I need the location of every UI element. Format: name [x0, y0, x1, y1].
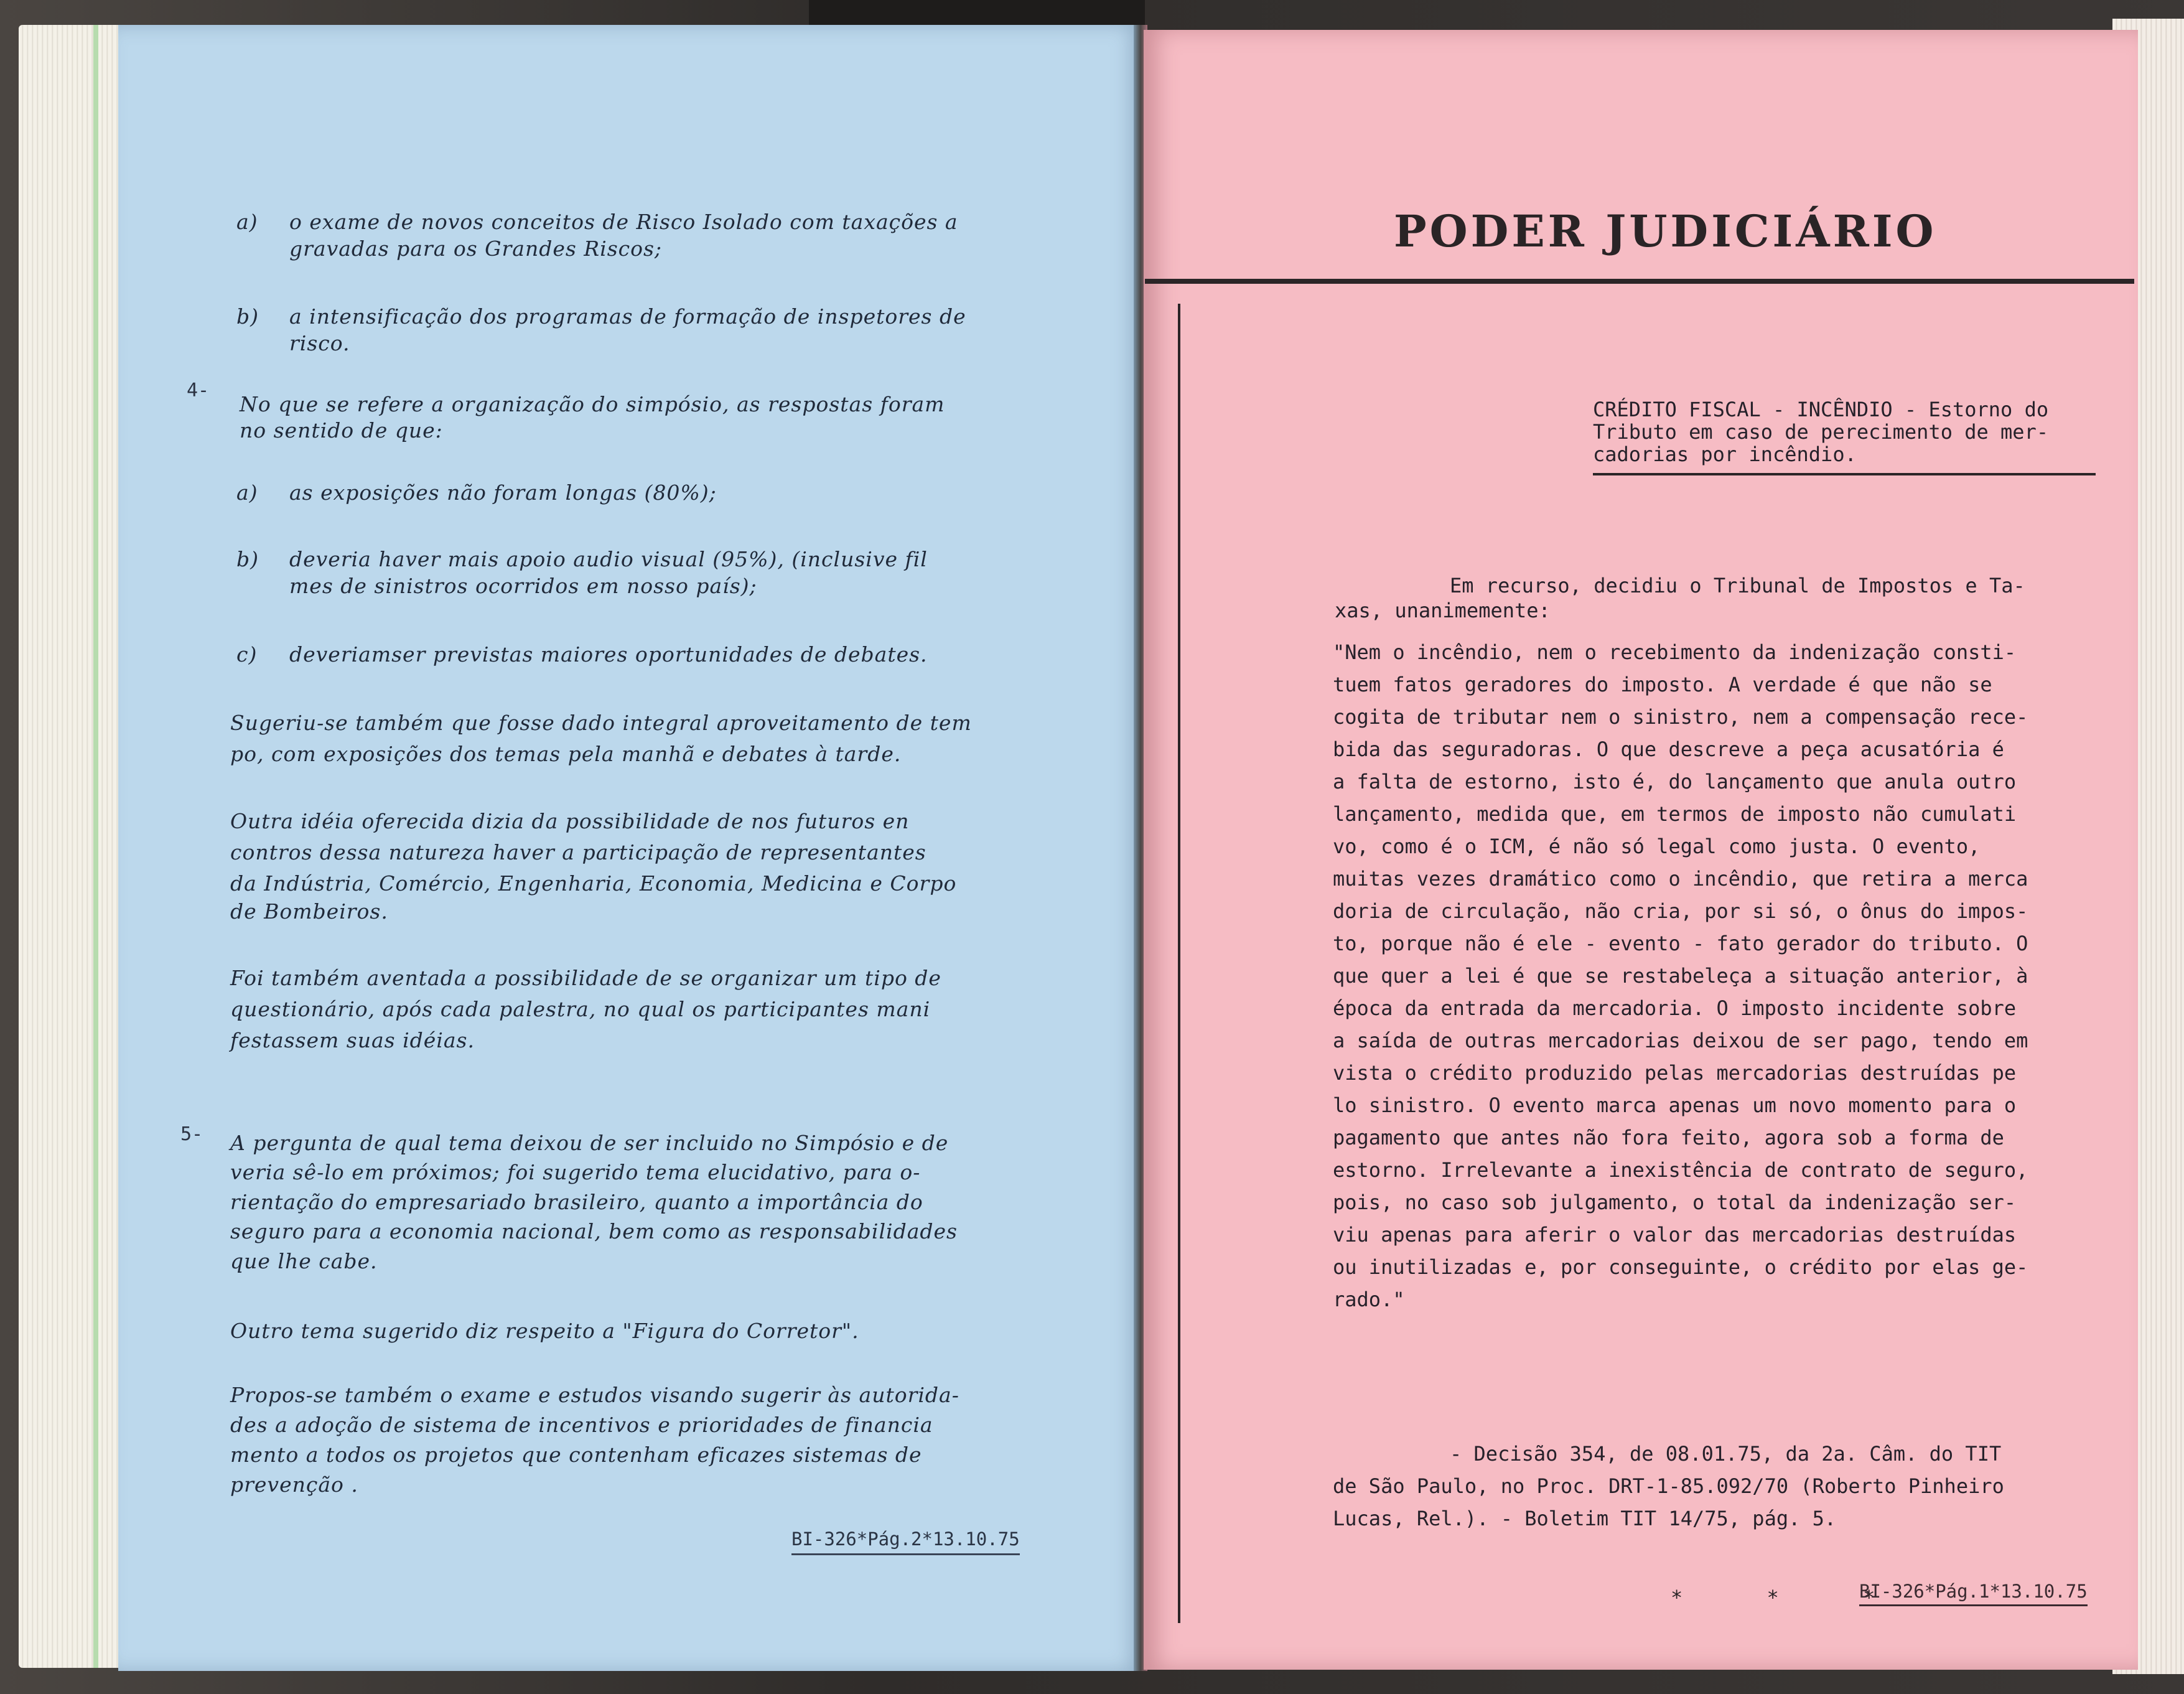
- quote-line: cogita de tributar nem o sinistro, nem a compensação rece-: [1333, 705, 2028, 729]
- text-line: as exposições não foram longas (80%);: [289, 480, 717, 505]
- text-line: gravadas para os Grandes Riscos;: [289, 236, 663, 261]
- quote-line: lo sinistro. O evento marca apenas um novo momento para o: [1333, 1093, 2017, 1117]
- article-heading: [1593, 398, 2048, 466]
- text-line: a intensificação dos programas de formação de inspetores de: [289, 304, 966, 329]
- item-marker: a): [236, 480, 258, 505]
- citation-line: de São Paulo, no Proc. DRT-1-85.092/70 (Roberto Pinheiro: [1333, 1474, 2004, 1498]
- item-marker: a): [236, 210, 258, 234]
- quote-line: vo, como é o ICM, é não só legal como justa. O evento,: [1333, 835, 1981, 858]
- quote-line: época da entrada da mercadoria. O imposto incidente sobre: [1333, 996, 2017, 1020]
- masthead-title: PODER JUDICIÁRIO: [1394, 205, 1937, 257]
- left-green-page-edge: [93, 25, 98, 1668]
- heading-line: Tributo em caso de perecimento de mer-: [1593, 420, 2049, 444]
- text-line: que lhe cabe.: [230, 1249, 378, 1273]
- text-line: no sentido de que:: [240, 418, 443, 442]
- item-marker: b): [236, 304, 259, 329]
- text-line: seguro para a economia nacional, bem como as responsabilidades: [230, 1219, 958, 1243]
- quote-line: a saída de outras mercadorias deixou de ser pago, tendo em: [1333, 1029, 2028, 1052]
- text-line: Propos-se também o exame e estudos visando sugerir às autorida-: [230, 1383, 959, 1407]
- heading-line: CRÉDITO FISCAL - INCÊNDIO - Estorno do: [1593, 398, 2049, 421]
- masthead-rule: [1145, 279, 2134, 284]
- section-number: 5-: [180, 1123, 203, 1145]
- quote-line: lançamento, medida que, em termos de imposto não cumulati: [1333, 802, 2017, 826]
- quote-line: que quer a lei é que se restabeleça a situação anterior, à: [1333, 964, 2028, 988]
- text-line: prevenção .: [230, 1472, 358, 1497]
- intro-line: xas, unanimemente:: [1335, 599, 1551, 622]
- quote-line: bida das seguradoras. O que descreve a peça acusatória é: [1333, 737, 2004, 761]
- quote-line: rado.": [1333, 1288, 1405, 1311]
- quote-line: ou inutilizadas e, por conseguinte, o crédito por elas ge-: [1333, 1255, 2028, 1279]
- heading-line: cadorias por incêndio.: [1593, 442, 1857, 466]
- text-line: deveria haver mais apoio audio visual (95%), (inclusive fil: [289, 547, 928, 571]
- text-line: No que se refere a organização do simpósio, as respostas foram: [240, 392, 945, 416]
- quote-line: pagamento que antes não fora feito, agora sob a forma de: [1333, 1126, 2004, 1149]
- text-line: Foi também aventada a possibilidade de se organizar um tipo de: [230, 966, 941, 990]
- text-line: mes de sinistros ocorridos em nosso país);: [289, 574, 757, 598]
- text-line: rientação do empresariado brasileiro, quanto a importância do: [230, 1190, 923, 1214]
- quote-line: to, porque não é ele - evento - fato gerador do tributo. O: [1333, 932, 2028, 955]
- text-line: risco.: [289, 331, 350, 355]
- right-page-footer: BI-326*Pág.1*13.10.75: [1859, 1581, 2088, 1606]
- text-line: da Indústria, Comércio, Engenharia, Economia, Medicina e Corpo: [230, 871, 957, 896]
- quote-line: a falta de estorno, isto é, do lançamento que anula outro: [1333, 770, 2017, 793]
- item-marker: c): [236, 642, 258, 667]
- quote-line: doria de circulação, não cria, por si só, o ônus do impos-: [1333, 899, 2028, 923]
- intro-line: Em recurso, decidiu o Tribunal de Impostos e Ta-: [1450, 574, 2025, 597]
- quote-line: viu apenas para aferir o valor das mercadorias destruídas: [1333, 1223, 2017, 1247]
- quote-line: tuem fatos geradores do imposto. A verdade é que não se: [1333, 673, 1992, 696]
- text-line: des a adoção de sistema de incentivos e prioridades de financia: [230, 1413, 933, 1437]
- text-line: festassem suas idéias.: [230, 1028, 475, 1052]
- left-page-edges: [19, 25, 124, 1668]
- text-line: contros dessa natureza haver a participação de representantes: [230, 840, 926, 864]
- citation-line: Lucas, Rel.). - Boletim TIT 14/75, pág. 5.: [1333, 1507, 1837, 1530]
- text-line: de Bombeiros.: [230, 899, 388, 924]
- text-line: veria sê-lo em próximos; foi sugerido tema elucidativo, para o-: [230, 1160, 921, 1184]
- text-line: deveriamser previstas maiores oportunidades de debates.: [289, 642, 928, 667]
- text-line: Sugeriu-se também que fosse dado integral aproveitamento de tem: [230, 711, 972, 735]
- section-divider-stars: * * *: [1671, 1586, 1911, 1609]
- quote-line: estorno. Irrelevante a inexistência de contrato de seguro,: [1333, 1158, 2028, 1182]
- left-page-footer: BI-326*Pág.2*13.10.75: [791, 1528, 1020, 1555]
- left-margin-rule: [1178, 304, 1180, 1623]
- text-line: po, com exposições dos temas pela manhã e debates à tarde.: [230, 742, 902, 766]
- quote-line: vista o crédito produzido pelas mercadorias destruídas pe: [1333, 1061, 2017, 1085]
- citation-line: - Decisão 354, de 08.01.75, da 2a. Câm. do TIT: [1450, 1442, 2002, 1466]
- section-number: 4-: [187, 380, 210, 401]
- text-line: questionário, após cada palestra, no qual os participantes mani: [230, 997, 931, 1021]
- quote-line: pois, no caso sob julgamento, o total da indenização ser-: [1333, 1191, 2017, 1214]
- text-line: A pergunta de qual tema deixou de ser incluido no Simpósio e de: [230, 1131, 949, 1155]
- item-marker: b): [236, 547, 259, 571]
- text-line: o exame de novos conceitos de Risco Isolado com taxações a: [289, 210, 958, 234]
- text-line: mento a todos os projetos que contenham eficazes sistemas de: [230, 1443, 922, 1467]
- quote-line: "Nem o incêndio, nem o recebimento da indenização consti-: [1333, 640, 2017, 664]
- text-line: Outra idéia oferecida dizia da possibilidade de nos futuros en: [230, 809, 910, 833]
- text-line: Outro tema sugerido diz respeito a "Figura do Corretor".: [230, 1319, 859, 1343]
- heading-rule: [1593, 473, 2096, 475]
- quote-line: muitas vezes dramático como o incêndio, que retira a merca: [1333, 867, 2028, 891]
